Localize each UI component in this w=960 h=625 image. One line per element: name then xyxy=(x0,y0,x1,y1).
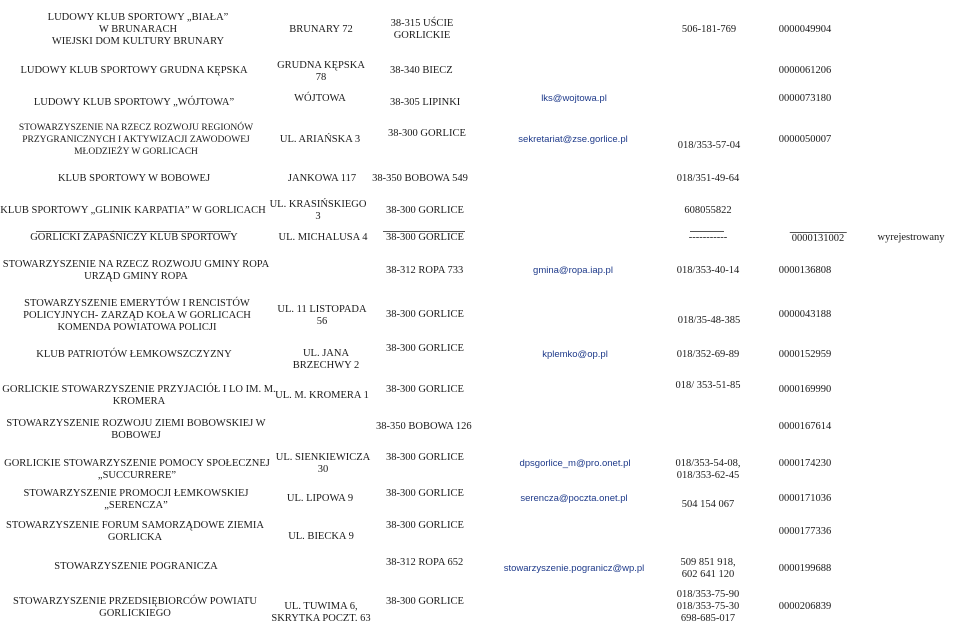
email-link[interactable]: sekretariat@zse.gorlice.pl xyxy=(518,134,628,145)
phone: 018/352-69-89 xyxy=(676,349,740,360)
org-name: LUDOWY KLUB SPORTOWY „WÓJTOWA” xyxy=(33,97,235,108)
postal-code: 38-315 UŚCIE GORLICKIE xyxy=(390,18,454,41)
regon-number: 0000043188 xyxy=(778,309,832,320)
phone: 018/ 353-51-85 xyxy=(675,380,741,391)
address: UL. KRASIŃSKIEGO 3 xyxy=(269,199,367,222)
org-name: STOWARZYSZENIE ROZWOJU ZIEMI BOBOWSKIEJ W BOBOWEJ xyxy=(6,418,266,441)
status-text: wyrejestrowany xyxy=(877,232,945,243)
email-link[interactable]: lks@wojtowa.pl xyxy=(541,93,607,104)
phone: 506-181-769 xyxy=(681,24,737,35)
regon-number: 0000152959 xyxy=(778,349,832,360)
org-name: GORLICKIE STOWARZYSZENIE PRZYJACIÓŁ I LO IM. M. KROMERA xyxy=(2,384,276,407)
address: JANKOWA 117 xyxy=(287,173,357,184)
org-name: LUDOWY KLUB SPORTOWY GRUDNA KĘPSKA xyxy=(20,65,248,76)
address: UL. BIECKA 9 xyxy=(288,531,354,542)
org-name: KLUB SPORTOWY „GLINIK KARPATIA” W GORLICACH xyxy=(0,205,266,216)
postal-code: 38-300 GORLICE xyxy=(386,205,464,216)
address: UL. SIENKIEWICZA 30 xyxy=(275,452,371,475)
address: WÓJTOWA xyxy=(294,93,346,104)
address: UL. M. KROMERA 1 xyxy=(275,390,369,401)
postal-code: 38-300 GORLICE xyxy=(386,520,464,531)
postal-code: 38-312 ROPA 733 xyxy=(386,265,464,276)
org-name: GORLICKI ZAPAŚNICZY KLUB SPORTOWY xyxy=(30,232,238,243)
email-link[interactable]: dpsgorlice_m@pro.onet.pl xyxy=(519,458,631,469)
phone: 018/353-57-04 xyxy=(677,140,741,151)
address: UL. MICHALUSA 4 xyxy=(278,232,368,243)
postal-code: 38-300 GORLICE xyxy=(386,596,464,607)
postal-code: 38-300 GORLICE xyxy=(388,128,466,139)
regon-number: 0000177336 xyxy=(778,526,832,537)
address: UL. 11 LISTOPADA 56 xyxy=(277,304,367,327)
postal-code: 38-350 BOBOWA 549 xyxy=(372,173,468,184)
postal-code: 38-305 LIPINKI xyxy=(390,97,461,108)
org-name: STOWARZYSZENIE EMERYTÓW I RENCISTÓW POLICYJNYCH- ZARZĄD KOŁA W GORLICACH KOMENDA POWIATOWA POLICJI xyxy=(23,298,251,333)
phone: 608055822 xyxy=(684,205,732,216)
regon-number: 0000206839 xyxy=(778,601,832,612)
postal-code: 38-300 GORLICE xyxy=(386,309,464,320)
org-name: LUDOWY KLUB SPORTOWY „BIAŁA” W BRUNARACH WIEJSKI DOM KULTURY BRUNARY xyxy=(47,12,229,47)
postal-code: 38-300 GORLICE xyxy=(386,384,464,395)
regon-number: 0000049904 xyxy=(778,24,832,35)
phone: 504 154 067 xyxy=(681,499,735,510)
org-name: STOWARZYSZENIE PRZEDSIĘBIORCÓW POWIATU GORLICKIEGO xyxy=(12,596,258,619)
regon-number: 0000131002 xyxy=(791,233,845,244)
address: UL. ARIAŃSKA 3 xyxy=(279,134,361,145)
postal-code: 38-300 GORLICE xyxy=(386,452,464,463)
postal-code: 38-300 GORLICE xyxy=(386,488,464,499)
regon-number: 0000169990 xyxy=(778,384,832,395)
email-link[interactable]: stowarzyszenie.pogranicz@wp.pl xyxy=(503,563,645,574)
phone: 018/35-48-385 xyxy=(677,315,741,326)
org-name: KLUB PATRIOTÓW ŁEMKOWSZCZYZNY xyxy=(36,349,232,360)
org-name: STOWARZYSZENIE PROMOCJI ŁEMKOWSKIEJ „SERENCZA” xyxy=(23,488,249,511)
postal-code: 38-300 GORLICE xyxy=(386,232,464,243)
regon-number: 0000050007 xyxy=(778,134,832,145)
regon-number: 0000171036 xyxy=(778,493,832,504)
email-link[interactable]: serencza@poczta.onet.pl xyxy=(520,493,628,504)
postal-code: 38-312 ROPA 652 xyxy=(386,557,464,568)
postal-code: 38-350 BOBOWA 126 xyxy=(376,421,472,432)
org-name: STOWARZYSZENIE NA RZECZ ROZWOJU REGIONÓW PRZYGRANICZNYCH I AKTYWIZACJI ZAWODOWEJ MŁODZIEŻY W GORLICACH xyxy=(18,123,254,157)
phone: 509 851 918, 602 641 120 xyxy=(680,557,736,580)
postal-code: 38-340 BIECZ xyxy=(390,65,453,76)
phone: 018/353-75-90 018/353-75-30 698-685-017 xyxy=(676,589,740,624)
address: UL. TUWIMA 6, SKRYTKA POCZT. 63 xyxy=(271,601,371,624)
org-name: STOWARZYSZENIE NA RZECZ ROZWOJU GMINY ROPA URZĄD GMINY ROPA xyxy=(2,259,270,282)
regon-number: 0000167614 xyxy=(778,421,832,432)
email-link[interactable]: kplemko@op.pl xyxy=(542,349,608,360)
regon-number: 0000061206 xyxy=(778,65,832,76)
phone: ----------- xyxy=(688,232,728,243)
org-name: KLUB SPORTOWY W BOBOWEJ xyxy=(57,173,211,184)
phone: 018/353-40-14 xyxy=(676,265,740,276)
phone: 018/351-49-64 xyxy=(676,173,740,184)
regon-number: 0000199688 xyxy=(778,563,832,574)
org-name: STOWARZYSZENIE POGRANICZA xyxy=(54,561,218,572)
regon-number: 0000073180 xyxy=(778,93,832,104)
address: GRUDNA KĘPSKA 78 xyxy=(277,60,365,83)
postal-code: 38-300 GORLICE xyxy=(386,343,464,354)
regon-number: 0000174230 xyxy=(778,458,832,469)
address: BRUNARY 72 xyxy=(289,24,353,35)
address: UL. LIPOWA 9 xyxy=(286,493,354,504)
regon-number: 0000136808 xyxy=(778,265,832,276)
org-name: STOWARZYSZENIE FORUM SAMORZĄDOWE ZIEMIA GORLICKA xyxy=(6,520,264,543)
org-name: GORLICKIE STOWARZYSZENIE POMOCY SPOŁECZNEJ „SUCCURRERE” xyxy=(4,458,270,481)
address: UL. JANA BRZECHWY 2 xyxy=(292,348,360,371)
phone: 018/353-54-08, 018/353-62-45 xyxy=(675,458,741,481)
email-link[interactable]: gmina@ropa.iap.pl xyxy=(533,265,613,276)
